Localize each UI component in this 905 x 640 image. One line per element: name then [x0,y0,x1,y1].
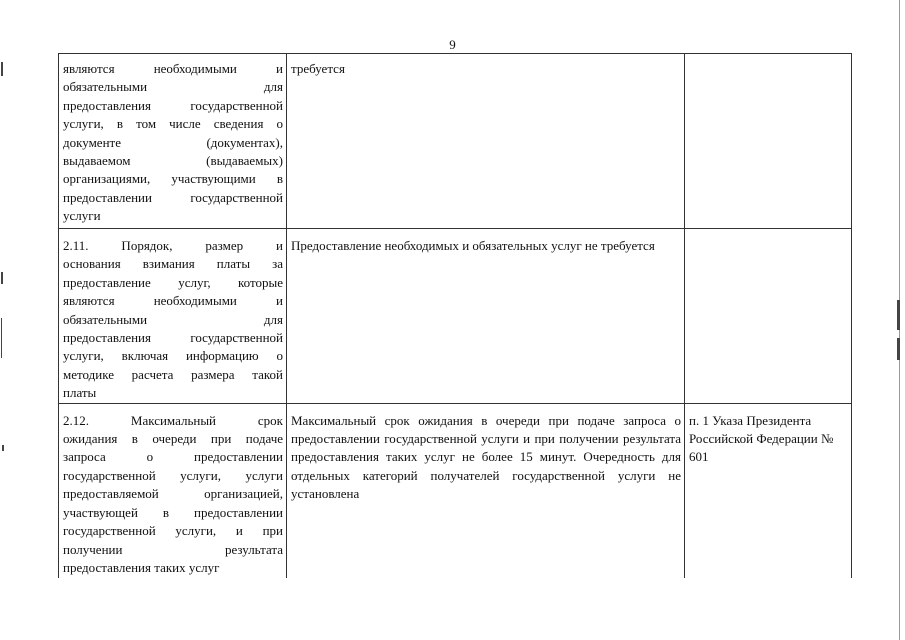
text-line: обязательными для [63,79,283,95]
text-line: документе (документах), [63,134,283,150]
table-row [59,403,852,578]
text-line: услуги [63,208,101,224]
text-line: участвующей в предоставлении [63,504,283,520]
text-line: являются необходимыми и [63,61,283,76]
source-cell [685,229,852,404]
content-cell: Максимальный срок ожидания в очереди при подаче запроса о предоставлении государственной услуги и при получении результата предоставления таких услуг не более 15 минут. Очередность для отдельных категорий получателей государственной услуги не установлена [287,403,685,578]
scan-artifact [1,318,2,358]
text-line: предоставляемой организацией, [63,486,283,502]
text-line: методике расчета размера такой [63,366,283,382]
source-cell: п. 1 Указа Президента Российской Федерации № 601 [685,403,852,578]
text-line: предоставления таких услуг [63,559,220,575]
table-row [59,54,852,229]
scan-artifact [897,338,900,360]
text-line: организациями, участвующими в [63,171,283,187]
text-line: государственной услуги, услуги [63,467,283,483]
text-line: получении результата [63,541,283,557]
text-line: предоставлении государственной [63,189,283,205]
text-line: ожидания в очереди при подаче [63,431,283,447]
text-line: 2.11. Порядок, размер и [63,238,283,253]
text-line: предоставление услуг, которые [63,274,283,290]
text-line: 2.12. Максимальный срок [63,412,283,428]
page-number: 9 [449,37,456,52]
regulation-table [58,53,852,578]
scan-artifact [2,445,4,451]
text-line: являются необходимыми и [63,293,283,309]
text-line: основания взимания платы за [63,256,283,272]
text-line: предоставления государственной [63,97,283,113]
table-row [59,229,852,404]
scan-artifact [1,62,3,76]
source-cell [685,54,852,229]
scan-artifact [1,272,3,284]
criterion-cell [59,54,287,229]
text-line: государственной услуги, и при [63,523,283,539]
criterion-cell [59,229,287,404]
text-line: предоставления государственной [63,330,283,346]
text-line: запроса о предоставлении [63,449,283,465]
criterion-cell [59,403,287,578]
text-line: услуги, включая информацию о [63,348,283,364]
scan-artifact [897,300,900,330]
text-line: услуги, в том числе сведения о [63,116,283,132]
content-cell: Предоставление необходимых и обязательных услуг не требуется [287,229,685,404]
text-line: обязательными для [63,311,283,327]
text-line: платы [63,385,97,401]
text-line: выдаваемом (выдаваемых) [63,153,283,169]
content-cell: требуется [287,54,685,229]
